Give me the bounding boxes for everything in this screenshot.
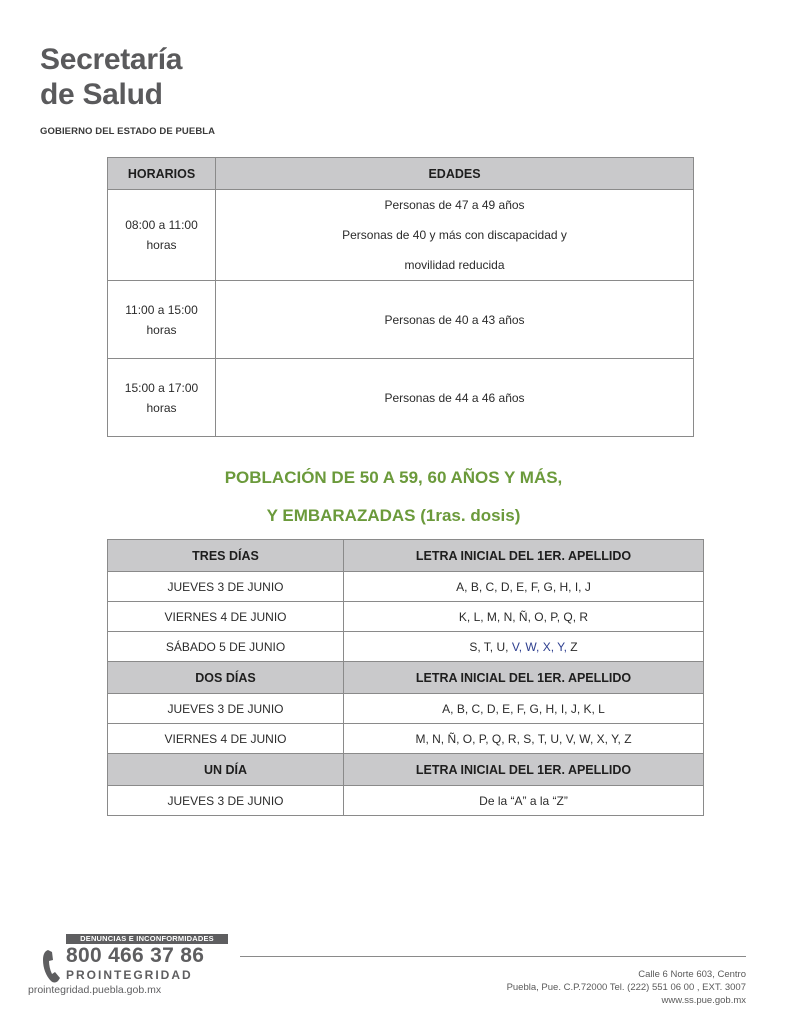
table-row [108, 602, 704, 632]
schedule-table [107, 157, 694, 437]
day-cell: JUEVES 3 DE JUNIO [108, 572, 344, 602]
address-block [507, 968, 746, 1007]
hours-cell [108, 359, 216, 437]
group-header-days: UN DÍA [108, 754, 344, 786]
day-cell: SÁBADO 5 DE JUNIO [108, 632, 344, 662]
schedule-row [108, 281, 694, 359]
prointegridad-label: PROINTEGRIDAD [66, 968, 193, 982]
age-line: Personas de 40 a 43 años [384, 312, 525, 327]
letters-cell: A, B, C, D, E, F, G, H, I, J [344, 572, 704, 602]
table-row [108, 632, 704, 662]
header-edades: EDADES [216, 158, 694, 190]
ages-cell [216, 190, 694, 281]
secretaria-salud-logo [40, 42, 215, 137]
table-row [108, 694, 704, 724]
letters-part-highlight: V, W, X, Y, [511, 639, 567, 654]
table-row [108, 786, 704, 816]
table-row [108, 572, 704, 602]
day-cell: JUEVES 3 DE JUNIO [108, 694, 344, 724]
hours-unit: horas [146, 238, 177, 252]
group-header-days: TRES DÍAS [108, 540, 344, 572]
letters-cell: M, N, Ñ, O, P, Q, R, S, T, U, V, W, X, Y, Z [344, 724, 704, 754]
section-title-line-1: POBLACIÓN DE 50 A 59, 60 AÑOS Y MÁS, [224, 468, 563, 487]
letters-part: Z [566, 639, 578, 654]
day-cell: VIERNES 4 DE JUNIO [108, 724, 344, 754]
age-line: Personas de 40 y más con discapacidad y [342, 228, 567, 242]
denuncias-banner: DENUNCIAS E INCONFORMIDADES [66, 934, 228, 944]
letters-cell: A, B, C, D, E, F, G, H, I, J, K, L [344, 694, 704, 724]
age-line: movilidad reducida [404, 258, 505, 272]
hours-range: 08:00 a 11:00 [125, 218, 198, 232]
address-line: Puebla, Pue. C.P.72000 Tel. (222) 551 06 00 , EXT. 3007 [506, 982, 746, 993]
schedule-header-row [108, 158, 694, 190]
ages-cell [216, 359, 694, 437]
table-row [108, 724, 704, 754]
group-header-letters: LETRA INICIAL DEL 1ER. APELLIDO [344, 662, 704, 694]
prointegridad-text [66, 934, 228, 982]
day-cell: JUEVES 3 DE JUNIO [108, 786, 344, 816]
days-table [107, 539, 704, 816]
phone-icon [42, 948, 64, 984]
address-line: Calle 6 Norte 603, Centro [638, 969, 746, 980]
logo-subtitle: GOBIERNO DEL ESTADO DE PUEBLA [40, 126, 216, 137]
letters-part: S, T, U, [469, 639, 512, 654]
phone-number: 800 466 37 86 [66, 944, 205, 967]
day-cell: VIERNES 4 DE JUNIO [108, 602, 344, 632]
hours-range: 15:00 a 17:00 [124, 380, 199, 395]
group-header-letters: LETRA INICIAL DEL 1ER. APELLIDO [344, 540, 704, 572]
footer-divider [240, 956, 746, 957]
hours-unit: horas [146, 322, 177, 337]
schedule-row [108, 359, 694, 437]
website-link[interactable]: www.ss.pue.gob.mx [661, 995, 746, 1006]
age-line: Personas de 44 a 46 años [384, 390, 525, 405]
letters-cell: K, L, M, N, Ñ, O, P, Q, R [344, 602, 704, 632]
group-header-row [108, 540, 704, 572]
hours-cell [108, 190, 216, 281]
letters-cell [344, 632, 704, 662]
group-header-row [108, 754, 704, 786]
schedule-row [108, 190, 694, 281]
ages-cell [216, 281, 694, 359]
hours-range: 11:00 a 15:00 [125, 302, 198, 317]
group-header-row [108, 662, 704, 694]
logo-line-2: de Salud [40, 78, 163, 111]
section-title-line-2: Y EMBARAZADAS (1ras. dosis) [266, 506, 521, 525]
prointegridad-url[interactable]: prointegridad.puebla.gob.mx [28, 984, 162, 996]
header-horarios: HORARIOS [108, 158, 216, 190]
group-header-letters: LETRA INICIAL DEL 1ER. APELLIDO [344, 754, 704, 786]
hours-cell [108, 281, 216, 359]
letters-cell: De la “A” a la “Z” [344, 786, 704, 816]
age-line: Personas de 47 a 49 años [384, 198, 525, 212]
logo-line-1: Secretaría [40, 43, 183, 76]
group-header-days: DOS DÍAS [108, 662, 344, 694]
hours-unit: horas [146, 400, 177, 415]
